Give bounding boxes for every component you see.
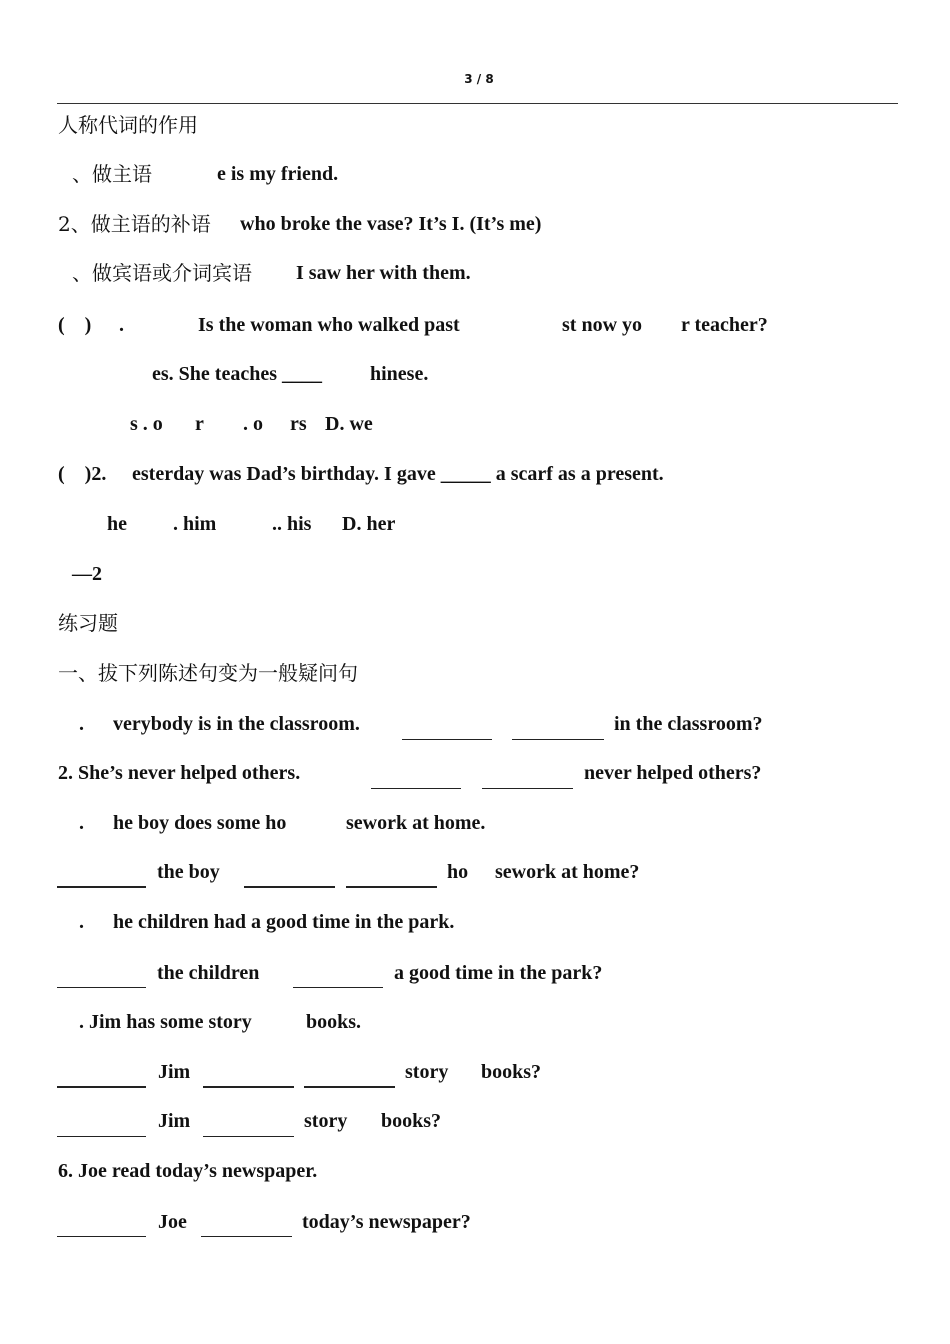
use-3-example: I saw her with them. <box>296 262 471 284</box>
item-2-tail: never helped others? <box>584 762 762 784</box>
q1-option: D. we <box>325 413 373 435</box>
q1-number: . <box>119 314 124 336</box>
item-5-sentence: . Jim has some story <box>79 1011 252 1033</box>
item-3-sentence-b: sework at home. <box>346 812 486 834</box>
answer-blank[interactable] <box>57 1086 146 1088</box>
item-4-q-mid: the children <box>157 962 260 984</box>
item-5-sentence-b: books. <box>306 1011 362 1033</box>
item-1-number: . <box>79 713 84 735</box>
q2-bracket: ( )2. <box>58 463 107 485</box>
item-3-q-mid: the boy <box>157 861 220 883</box>
answer-blank[interactable] <box>402 739 492 740</box>
q1-stem-c: r teacher? <box>681 314 768 336</box>
q1-answer-a: es. She teaches ____ <box>152 363 322 385</box>
answer-blank[interactable] <box>57 1136 146 1137</box>
use-1-example: e is my friend. <box>217 163 339 185</box>
answer-blank[interactable] <box>244 886 335 888</box>
q1-option: rs <box>290 413 307 435</box>
use-1-label: 、做主语 <box>72 162 152 186</box>
answer-blank[interactable] <box>304 1086 395 1088</box>
answer-blank[interactable] <box>57 1236 146 1237</box>
answer-blank[interactable] <box>203 1136 294 1137</box>
q2-stem: esterday was Dad’s birthday. I gave _____ a scarf as a present. <box>132 463 664 485</box>
item-4-number: . <box>79 911 84 933</box>
q1-option: s . o <box>130 413 163 435</box>
answer-blank[interactable] <box>371 788 461 789</box>
item-5-q2-tail-a: story <box>304 1110 348 1132</box>
answer-blank[interactable] <box>203 1086 294 1088</box>
header-rule <box>57 103 898 104</box>
answer-blank[interactable] <box>57 886 146 888</box>
use-3-label: 、做宾语或介词宾语 <box>72 261 252 285</box>
answer-line: —2 <box>72 563 102 585</box>
q1-stem-a: Is the woman who walked past <box>198 314 460 336</box>
q1-option: . o <box>243 413 263 435</box>
answer-blank[interactable] <box>482 788 573 789</box>
item-6-q-tail: today’s newspaper? <box>302 1211 471 1233</box>
item-6-sentence: 6. Joe read today’s newspaper. <box>58 1160 318 1182</box>
item-1-tail: in the classroom? <box>614 713 763 735</box>
answer-blank[interactable] <box>57 987 146 988</box>
item-5-q2-mid: Jim <box>158 1110 191 1132</box>
q1-bracket: ( ) <box>58 314 92 336</box>
item-2-sentence: 2. She’s never helped others. <box>58 762 301 784</box>
use-2-example: who broke the vase? It’s I. (It’s me) <box>240 213 542 235</box>
answer-blank[interactable] <box>512 739 604 740</box>
use-2-label: 2、做主语的补语 <box>58 212 211 236</box>
page-number: 3 / 8 <box>464 72 494 86</box>
answer-blank[interactable] <box>293 987 383 988</box>
item-6-q-mid: Joe <box>158 1211 187 1233</box>
item-5-q1-tail-b: books? <box>481 1061 542 1083</box>
item-5-q1-tail-a: story <box>405 1061 449 1083</box>
answer-blank[interactable] <box>346 886 437 888</box>
q2-option: he <box>107 513 127 535</box>
item-4-q-tail: a good time in the park? <box>394 962 603 984</box>
item-5-q2-tail-b: books? <box>381 1110 442 1132</box>
item-3-q-tail-a: ho <box>447 861 469 883</box>
grammar-title: 人称代词的作用 <box>58 113 198 137</box>
item-5-q1-mid: Jim <box>158 1061 191 1083</box>
item-3-q-tail-b: sework at home? <box>495 861 640 883</box>
item-4-sentence: he children had a good time in the park. <box>113 911 455 933</box>
q1-answer-b: hinese. <box>370 363 429 385</box>
q1-stem-b: st now yo <box>562 314 643 336</box>
item-3-sentence: he boy does some ho <box>113 812 287 834</box>
item-1-sentence: verybody is in the classroom. <box>113 713 360 735</box>
item-3-number: . <box>79 812 84 834</box>
section-1-title: 一、拔下列陈述句变为一般疑问句 <box>58 661 358 685</box>
exercise-title: 练习题 <box>58 611 118 635</box>
answer-blank[interactable] <box>201 1236 292 1237</box>
q2-option: . him <box>173 513 217 535</box>
q2-option: .. his <box>272 513 312 535</box>
q2-option: D. her <box>342 513 396 535</box>
q1-option: r <box>195 413 204 435</box>
